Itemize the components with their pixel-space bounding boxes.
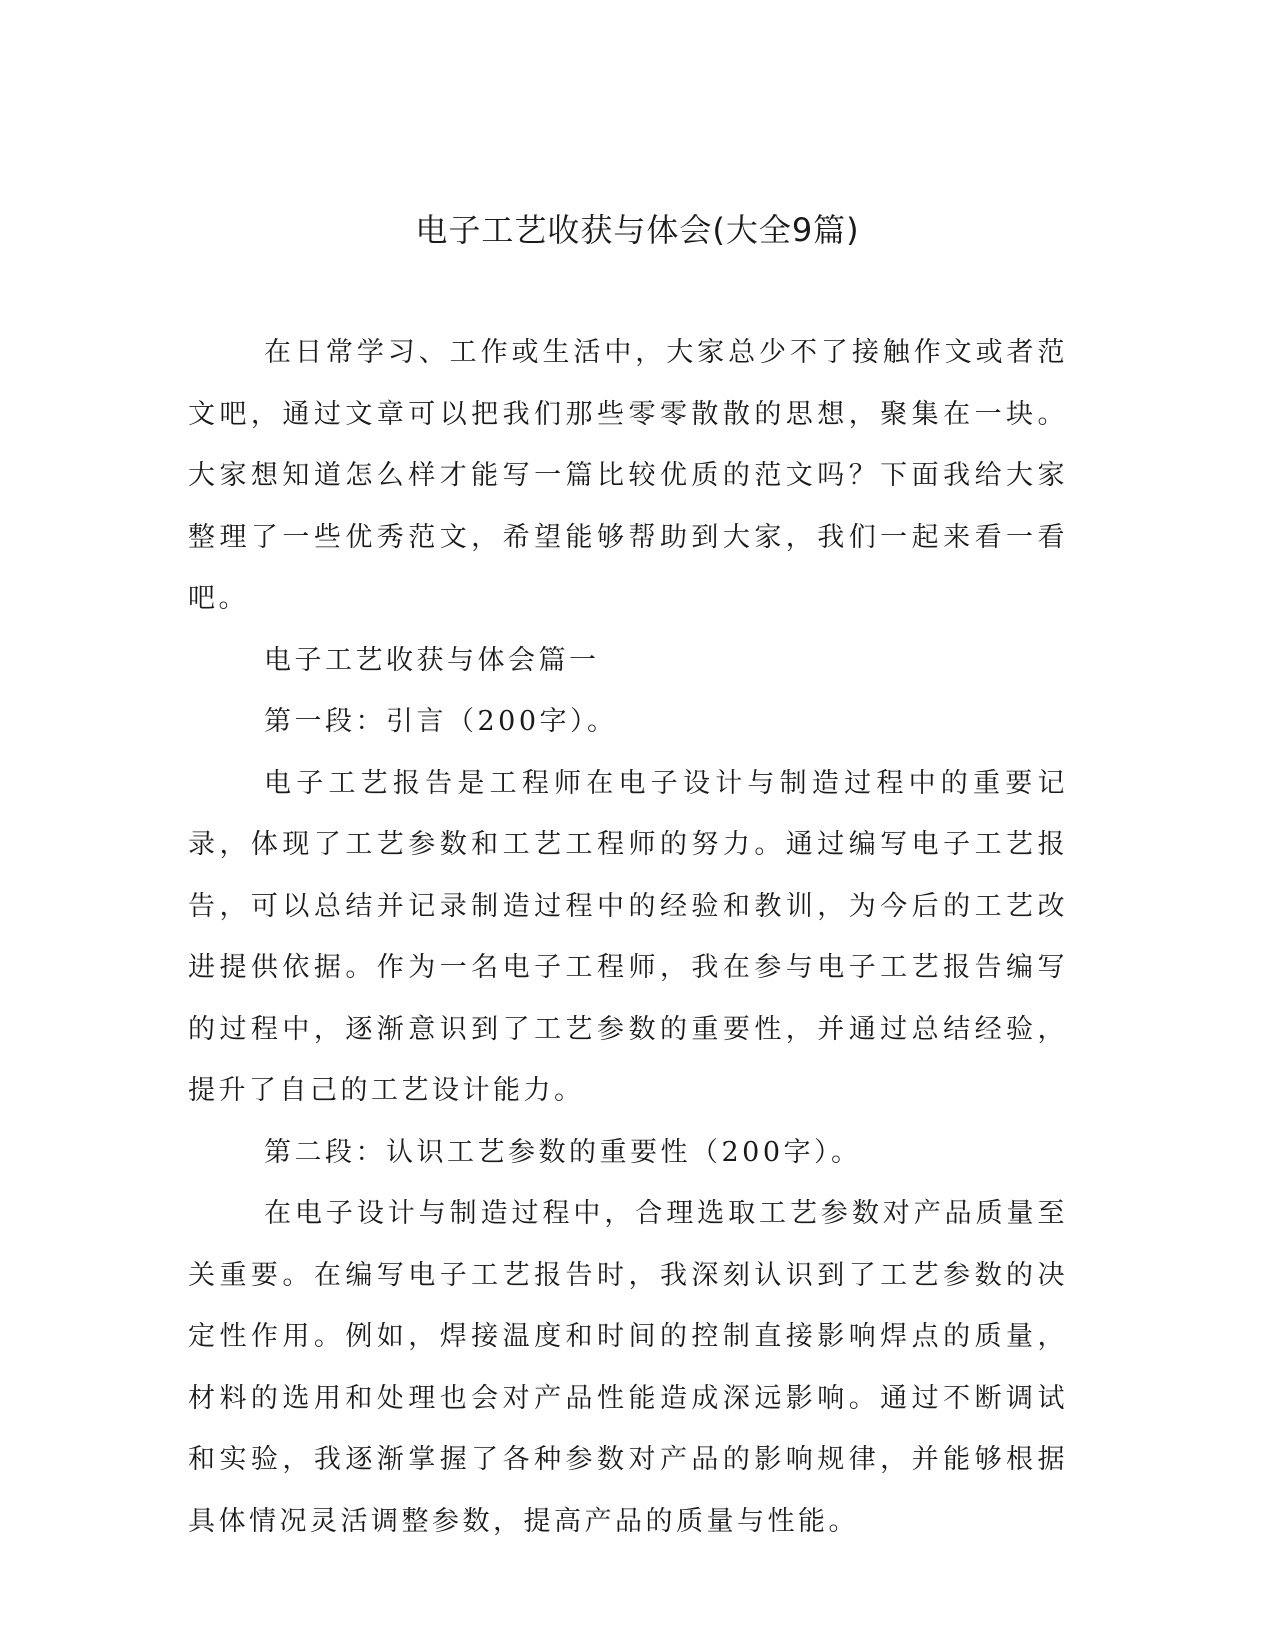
subsection-heading: 第一段：引言（200字）。 <box>264 706 618 737</box>
intro-paragraph: 在日常学习、工作或生活中，大家总少不了接触作文或者范文吧，通过文章可以把我们那些零零散散的思想，聚集在一块。大家想知道怎么样才能写一篇比较优质的范文吗？下面我给大家整理了一些优秀范文，希望能够帮助到大家，我们一起来看一看吧。 <box>188 337 1068 614</box>
body-paragraph: 电子工艺报告是工程师在电子设计与制造过程中的重要记录，体现了工艺参数和工艺工程师的努力。通过编写电子工艺报告，可以总结并记录制造过程中的经验和教训，为今后的工艺改进提供依据。作为一名电子工程师，我在参与电子工艺报告编写的过程中，逐渐意识到了工艺参数的重要性，并通过总结经验，提升了自己的工艺设计能力。 <box>188 767 1068 1106</box>
body-paragraph: 在电子设计与制造过程中，合理选取工艺参数对产品质量至关重要。在编写电子工艺报告时，我深刻认识到了工艺参数的决定性作用。例如，焊接温度和时间的控制直接影响焊点的质量，材料的选用和处理也会对产品性能造成深远影响。通过不断调试和实验，我逐渐掌握了各种参数对产品的影响规律，并能够根据具体情况灵活调整参数，提高产品的质量与性能。 <box>188 1198 1068 1537</box>
document-title: 电子工艺收获与体会(大全9篇) <box>415 211 860 249</box>
document-body <box>188 322 1068 1552</box>
section-heading: 电子工艺收获与体会篇一 <box>264 644 600 676</box>
subsection-heading: 第二段：认识工艺参数的重要性（200字）。 <box>264 1136 862 1168</box>
